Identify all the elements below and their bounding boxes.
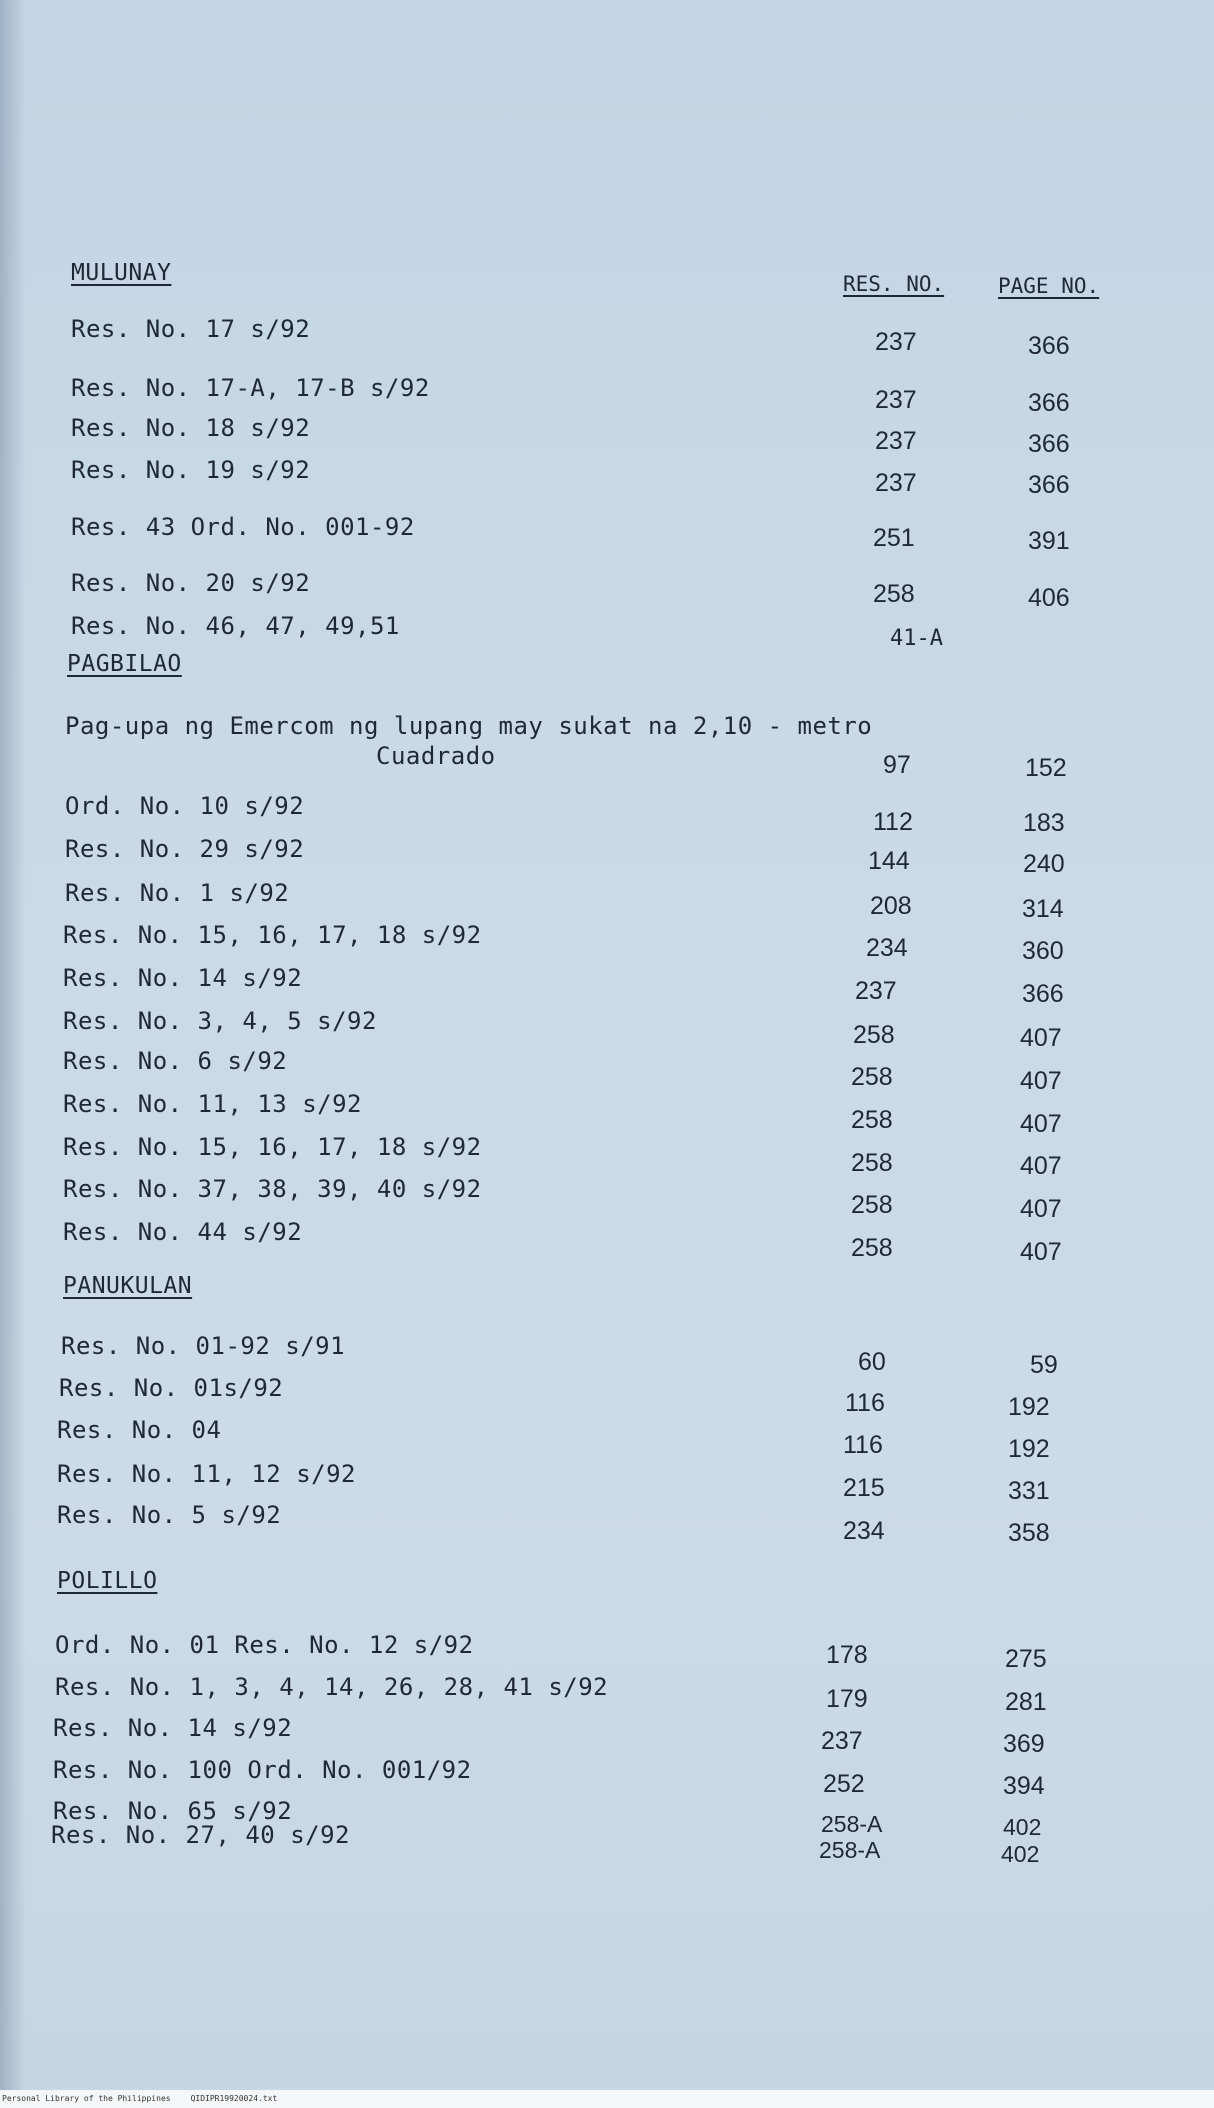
row-res-no: 237	[821, 1727, 863, 1755]
row-page-no: 240	[1023, 850, 1065, 878]
row-res-no: 97	[883, 751, 911, 779]
row-res-no: 258	[851, 1063, 893, 1091]
row-page-no: 406	[1028, 584, 1070, 612]
row-res-no: 178	[826, 1641, 868, 1669]
row-description: Res. No. 44 s/92	[63, 1218, 303, 1246]
row-description: Res. No. 100 Ord. No. 001/92	[53, 1756, 472, 1784]
row-page-no: 360	[1022, 937, 1064, 965]
row-res-no: 144	[868, 847, 910, 875]
row-description: Res. No. 11, 12 s/92	[57, 1460, 356, 1488]
row-description: Res. No. 5 s/92	[57, 1501, 282, 1529]
row-description: Res. No. 01-92 s/91	[61, 1332, 346, 1360]
row-res-no: 237	[875, 469, 917, 497]
section-title-panukulan: PANUKULAN	[63, 1273, 193, 1299]
row-page-no: 152	[1025, 754, 1067, 782]
row-description: Res. No. 17-A, 17-B s/92	[71, 374, 430, 402]
row-res-no: 237	[875, 328, 917, 356]
page-edge-shadow	[0, 0, 26, 2090]
row-description: Res. No. 17 s/92	[71, 315, 311, 343]
row-page-no: 358	[1008, 1519, 1050, 1547]
row-res-no: 251	[873, 524, 915, 552]
row-page-no: 192	[1008, 1435, 1050, 1463]
row-page-no: 366	[1028, 430, 1070, 458]
row-res-no: 258	[853, 1021, 895, 1049]
row-description: Res. No. 11, 13 s/92	[63, 1090, 362, 1118]
row-page-no: 369	[1003, 1730, 1045, 1758]
row-description: Res. No. 29 s/92	[65, 835, 305, 863]
row-description: Res. No. 37, 38, 39, 40 s/92	[63, 1175, 482, 1203]
section-title-pagbilao: PAGBILAO	[67, 651, 182, 677]
header-page-no: PAGE NO.	[998, 274, 1100, 298]
row-page-no: 366	[1028, 389, 1070, 417]
row-page-no: 366	[1028, 471, 1070, 499]
row-description: Res. 43 Ord. No. 001-92	[71, 513, 415, 541]
row-res-no: 179	[826, 1685, 868, 1713]
row-description: Res. No. 65 s/92	[53, 1797, 293, 1825]
row-description: Res. No. 46, 47, 49,51	[71, 612, 400, 640]
row-page-no: 407	[1020, 1152, 1062, 1180]
row-res-no: 234	[866, 934, 908, 962]
row-description: Ord. No. 10 s/92	[65, 792, 305, 820]
row-page-no: 331	[1008, 1477, 1050, 1505]
row-page-no: 59	[1030, 1351, 1058, 1379]
row-page-no: 407	[1020, 1195, 1062, 1223]
row-res-no: 258-A	[819, 1837, 881, 1863]
row-description: Res. No. 18 s/92	[71, 414, 311, 442]
row-page-no: 407	[1020, 1238, 1062, 1266]
footer-file: QIDIPR19920024.txt	[190, 2094, 278, 2103]
row-res-no: 252	[823, 1770, 865, 1798]
row-res-no: 258	[851, 1149, 893, 1177]
row-page-no: 275	[1005, 1645, 1047, 1673]
row-res-no: 41-A	[890, 626, 943, 651]
row-res-no: 258-A	[821, 1811, 883, 1837]
row-page-no: 402	[1003, 1814, 1042, 1840]
row-page-no: 314	[1022, 895, 1064, 923]
row-page-no: 183	[1023, 809, 1065, 837]
row-page-no: 366	[1022, 980, 1064, 1008]
row-description: Res. No. 19 s/92	[71, 456, 311, 484]
row-description: Res. No. 1, 3, 4, 14, 26, 28, 41 s/92	[55, 1673, 609, 1701]
row-res-no: 258	[851, 1234, 893, 1262]
row-description: Res. No. 14 s/92	[53, 1714, 293, 1742]
row-description-continued: Cuadrado	[376, 742, 496, 770]
row-page-no: 281	[1005, 1688, 1047, 1716]
row-res-no: 215	[843, 1474, 885, 1502]
row-page-no: 407	[1020, 1067, 1062, 1095]
archive-footer	[0, 2090, 1214, 2108]
row-description: Res. No. 27, 40 s/92	[51, 1821, 350, 1849]
row-page-no: 402	[1001, 1841, 1040, 1867]
row-description: Ord. No. 01 Res. No. 12 s/92	[55, 1631, 474, 1659]
row-page-no: 366	[1028, 332, 1070, 360]
row-res-no: 116	[845, 1389, 885, 1417]
row-description: Res. No. 15, 16, 17, 18 s/92	[63, 921, 482, 949]
row-res-no: 234	[843, 1517, 885, 1545]
row-description: Res. No. 01s/92	[59, 1374, 284, 1402]
row-description: Res. No. 1 s/92	[65, 879, 290, 907]
row-description: Res. No. 04	[57, 1416, 222, 1444]
row-page-no: 391	[1028, 527, 1070, 555]
row-description: Res. No. 6 s/92	[63, 1047, 288, 1075]
section-title-mulunay: MULUNAY	[71, 260, 172, 286]
row-description: Res. No. 15, 16, 17, 18 s/92	[63, 1133, 482, 1161]
row-page-no: 407	[1020, 1110, 1062, 1138]
footer-library: Personal Library of the Philippines	[2, 2094, 171, 2103]
row-page-no: 394	[1003, 1772, 1045, 1800]
row-res-no: 116	[843, 1431, 883, 1459]
row-description: Res. No. 20 s/92	[71, 569, 311, 597]
header-res-no: RES. NO.	[843, 272, 945, 296]
row-res-no: 237	[855, 977, 897, 1005]
row-res-no: 258	[873, 580, 915, 608]
row-res-no: 258	[851, 1191, 893, 1219]
row-description: Res. No. 14 s/92	[63, 964, 303, 992]
row-res-no: 237	[875, 427, 917, 455]
row-res-no: 237	[875, 386, 917, 414]
row-description: Res. No. 3, 4, 5 s/92	[63, 1007, 377, 1035]
row-res-no: 208	[870, 892, 912, 920]
row-page-no: 192	[1008, 1393, 1050, 1421]
row-description: Pag-upa ng Emercom ng lupang may sukat na 2,10 - metro	[65, 712, 873, 740]
row-res-no: 112	[873, 808, 913, 836]
row-res-no: 60	[858, 1348, 886, 1376]
section-title-polillo: POLILLO	[57, 1568, 158, 1594]
row-res-no: 258	[851, 1106, 893, 1134]
row-page-no: 407	[1020, 1024, 1062, 1052]
